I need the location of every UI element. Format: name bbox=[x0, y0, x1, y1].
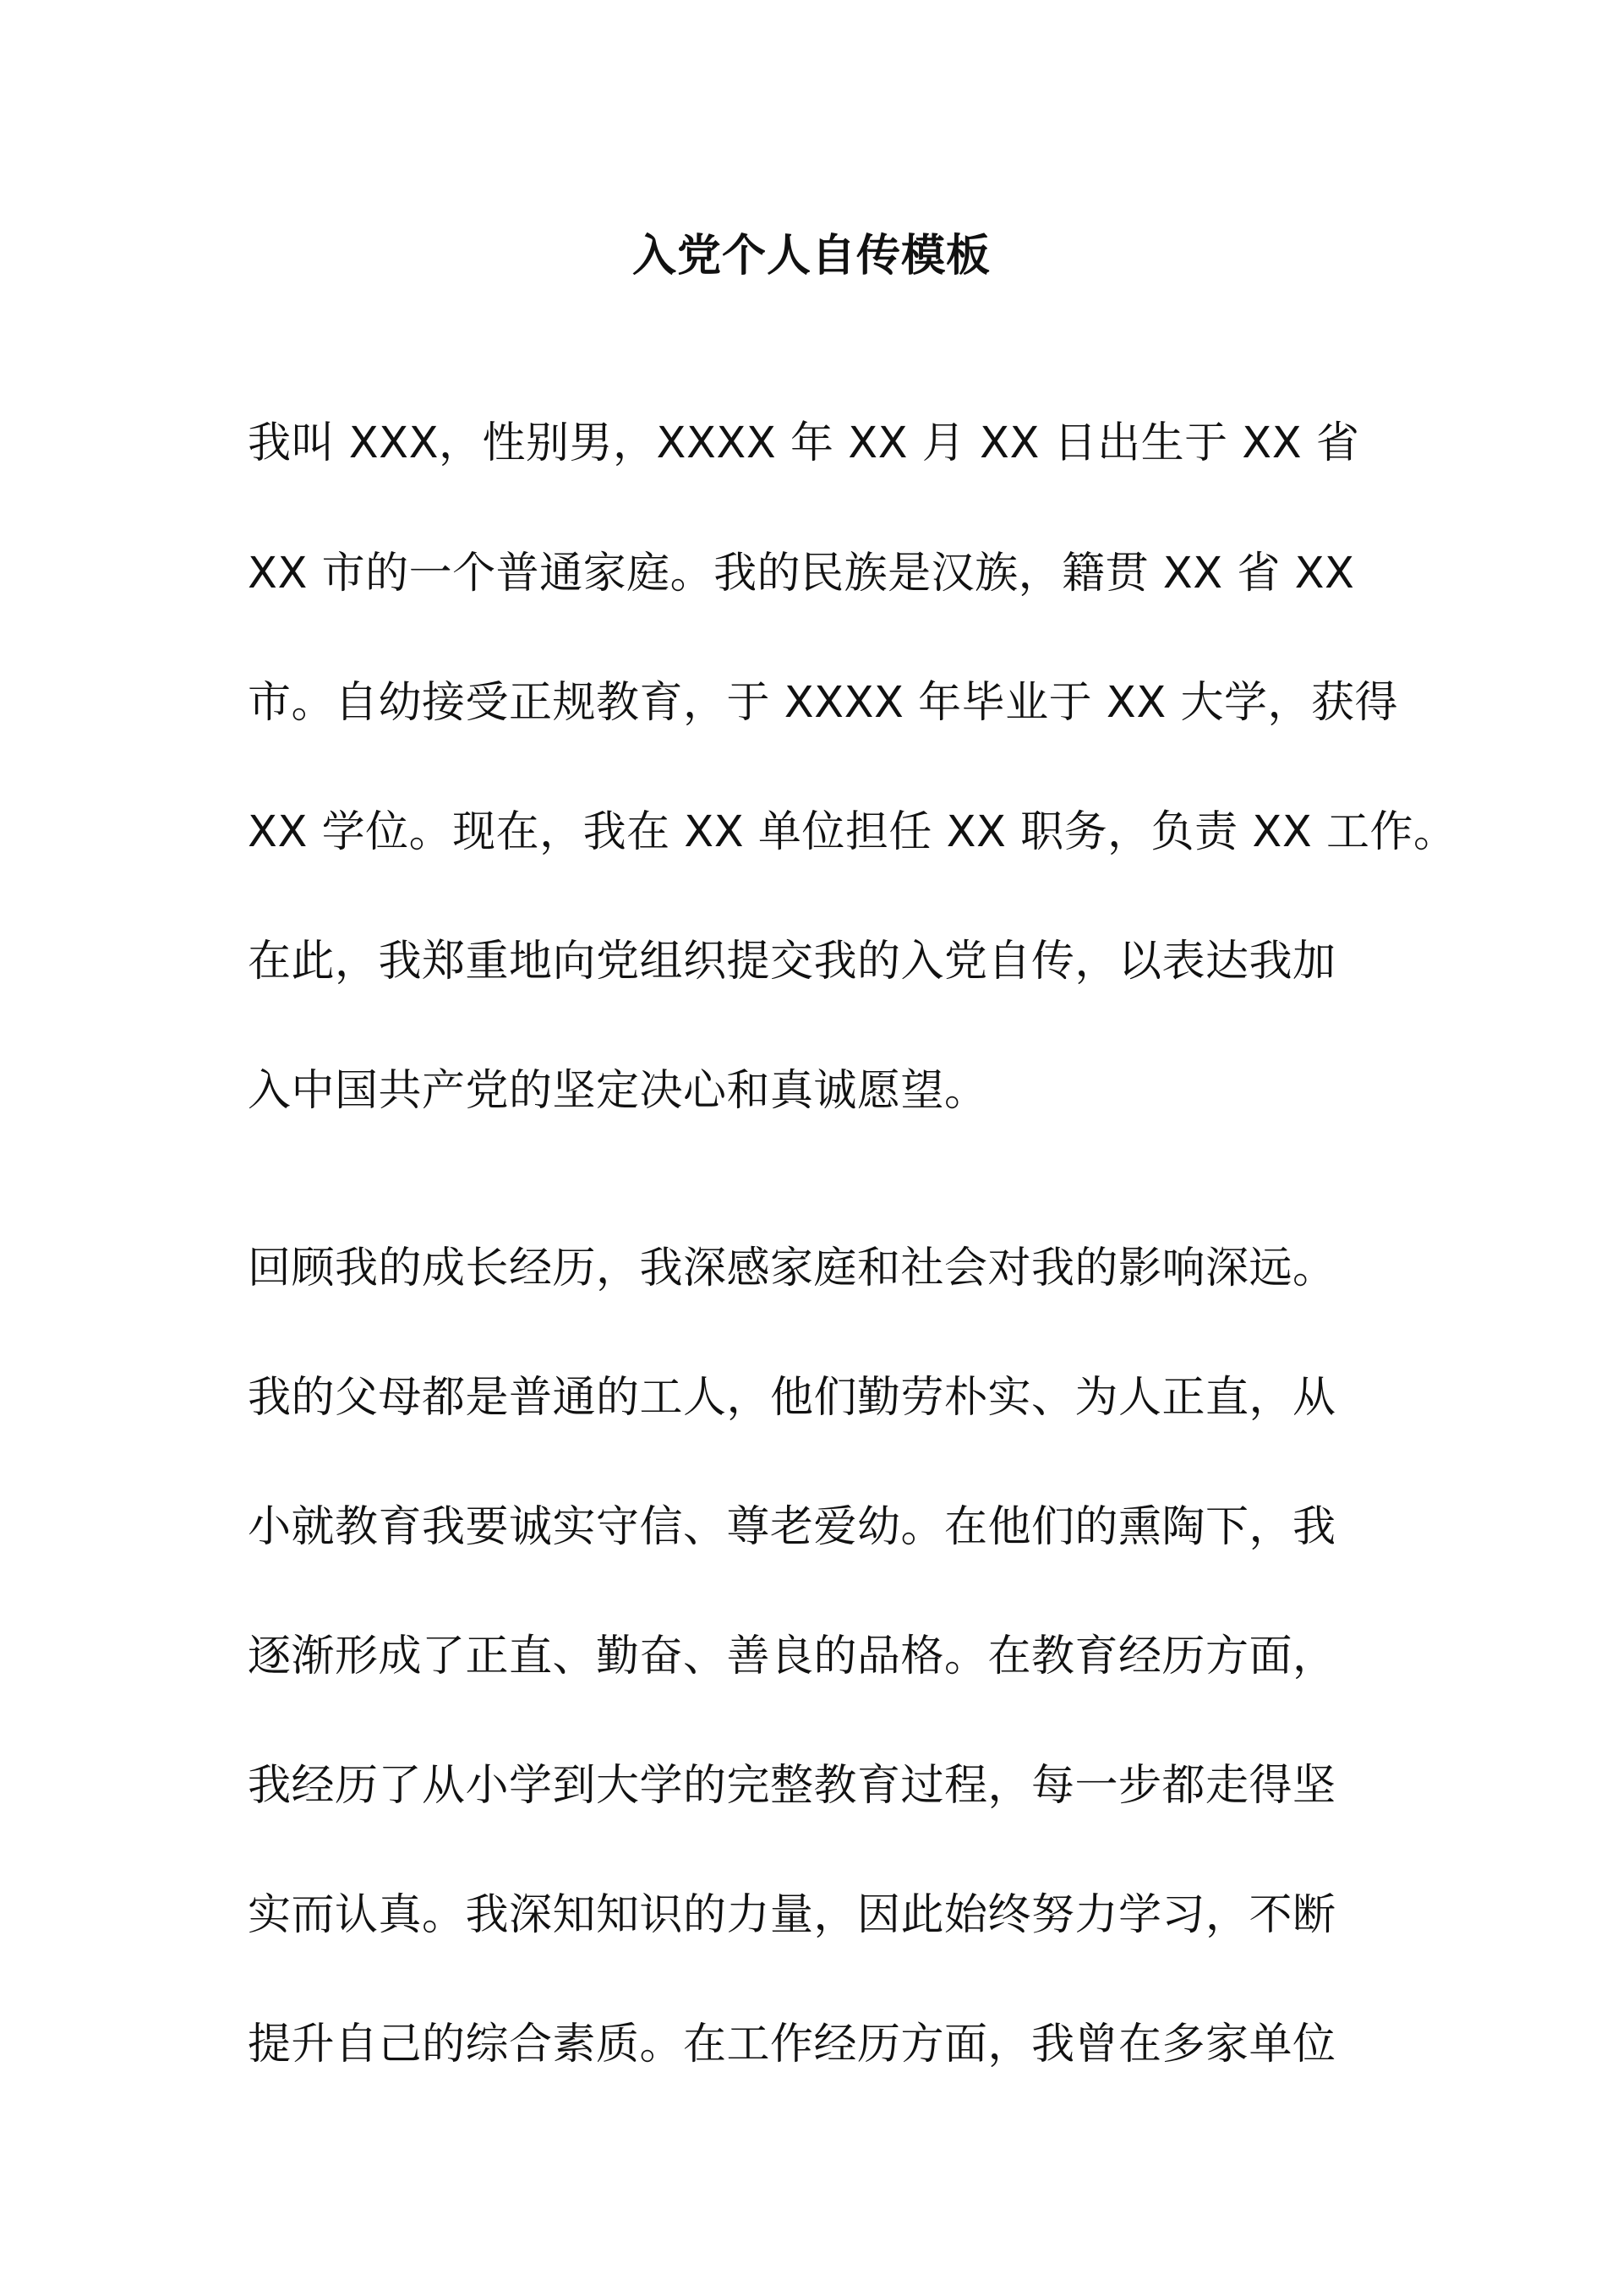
paragraph-line: 提升自己的综合素质。在工作经历方面，我曾在多家单位 bbox=[248, 2020, 1336, 2069]
paragraph-line: XX 学位。现在，我在 XX 单位担任 XX 职务，负责 XX 工作。 bbox=[248, 807, 1457, 857]
paragraph-line: 逐渐形成了正直、勤奋、善良的品格。在教育经历方面， bbox=[248, 1632, 1336, 1681]
paragraph-line: 我的父母都是普通的工人，他们勤劳朴实、为人正直，从 bbox=[248, 1373, 1336, 1423]
paragraph-line: 市。自幼接受正规教育，于 XXXX 年毕业于 XX 大学，获得 bbox=[248, 678, 1398, 728]
paragraph-line: XX 市的一个普通家庭。我的民族是汉族，籍贯 XX 省 XX bbox=[248, 549, 1355, 599]
paragraph-line: 我叫 XXX，性别男，XXXX 年 XX 月 XX 日出生于 XX 省 bbox=[248, 418, 1360, 468]
paragraph-line: 回顾我的成长经历，我深感家庭和社会对我的影响深远。 bbox=[248, 1244, 1336, 1293]
paragraph-line: 入中国共产党的坚定决心和真诚愿望。 bbox=[248, 1066, 988, 1116]
document-title: 入党个人自传模板 bbox=[631, 231, 991, 282]
paragraph-line: 我经历了从小学到大学的完整教育过程，每一步都走得坚 bbox=[248, 1761, 1336, 1811]
paragraph-line: 在此，我郑重地向党组织提交我的入党自传，以表达我加 bbox=[248, 937, 1336, 987]
paragraph-line: 实而认真。我深知知识的力量，因此始终努力学习，不断 bbox=[248, 1890, 1336, 1940]
paragraph-line: 小就教育我要诚实守信、尊老爱幼。在他们的熏陶下，我 bbox=[248, 1502, 1336, 1552]
